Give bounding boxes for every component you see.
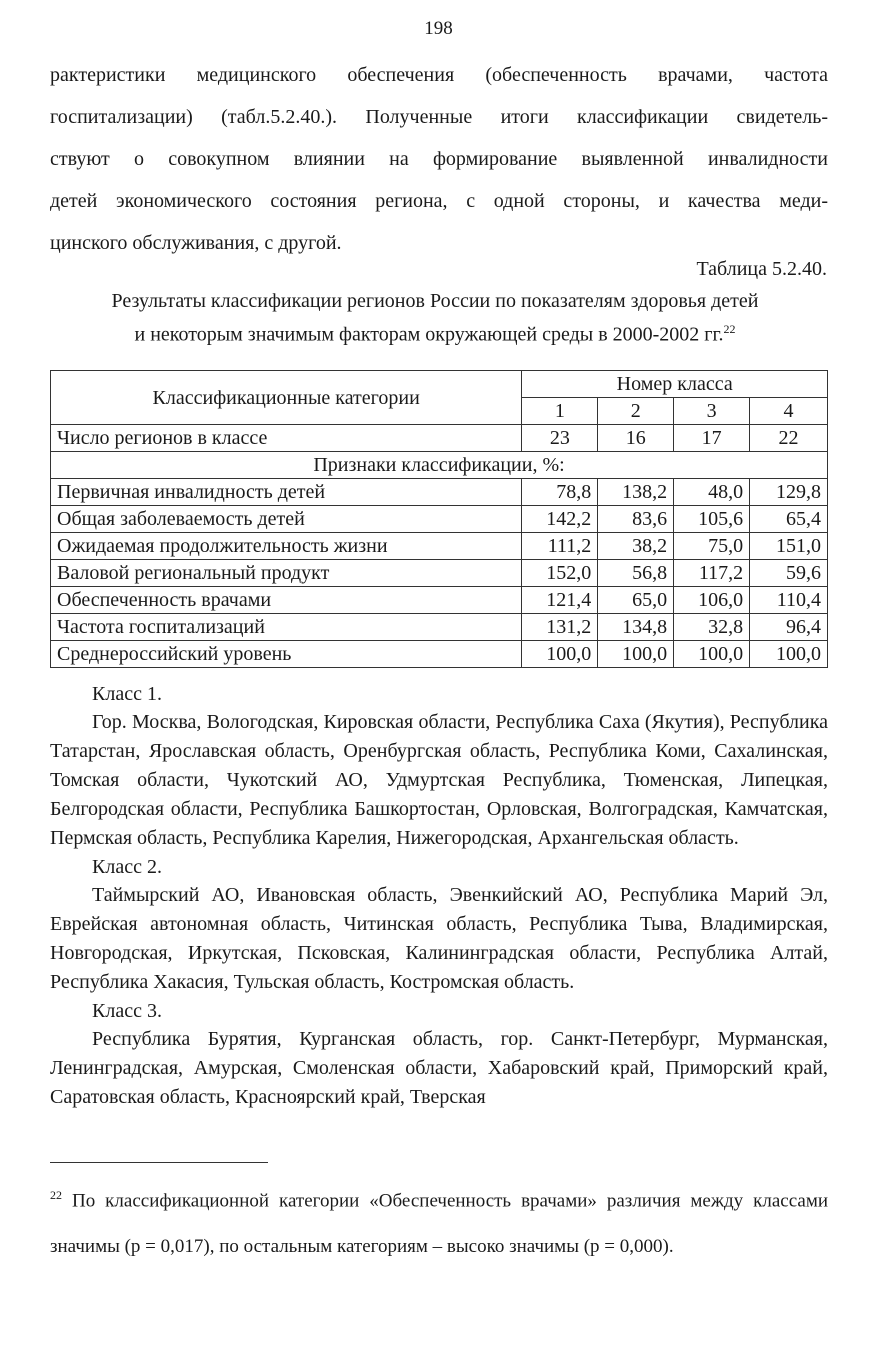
classification-table — [50, 370, 828, 668]
intro-paragraph — [50, 54, 828, 264]
value-cell: 131,2 — [522, 614, 598, 641]
value-cell: 142,2 — [522, 506, 598, 533]
region-count-cell: 23 — [522, 425, 598, 452]
footnote-reference: 22 — [723, 322, 736, 336]
value-cell: 121,4 — [522, 587, 598, 614]
value-cell: 56,8 — [598, 560, 674, 587]
class-block — [50, 680, 828, 853]
table-title-line — [40, 315, 830, 349]
table-title — [40, 287, 830, 349]
intro-line: цинского обслуживания, с другой. — [50, 232, 342, 254]
class-number-cell: 4 — [750, 398, 828, 425]
footnote-text: По классификационной категории «Обеспеченность врачами» различия между классами значимы (p = 0,017), по остальным категориям – высоко значимы (p = 0,000). — [50, 1190, 829, 1258]
class-number-cell: 2 — [598, 398, 674, 425]
table-row — [51, 479, 828, 506]
features-header: Признаки классификации, %: — [51, 452, 828, 479]
table-header-row — [51, 371, 828, 398]
intro-line: детей экономического состояния региона, с одной стороны, и качества меди- — [50, 190, 828, 212]
value-cell: 105,6 — [674, 506, 750, 533]
value-cell: 117,2 — [674, 560, 750, 587]
footnote-divider — [50, 1162, 268, 1163]
table-row — [51, 533, 828, 560]
class-regions: Республика Бурятия, Курганская область, гор. Санкт-Петербург, Мурманская, Ленинградская, Амурская, Смоленская области, Хабаровский край, Приморский край, Саратовская область, Красноярский край, Тверская — [50, 1028, 828, 1108]
table-row — [51, 587, 828, 614]
value-cell: 96,4 — [750, 614, 828, 641]
table-row — [51, 641, 828, 668]
table-title-text: и некоторым значимым факторам окружающей среды в 2000-2002 гг. — [134, 323, 724, 346]
class-heading: Класс 3. — [92, 1000, 162, 1022]
value-cell: 110,4 — [750, 587, 828, 614]
row-label: Частота госпитализаций — [51, 614, 522, 641]
table-row — [51, 506, 828, 533]
region-count-row — [51, 425, 828, 452]
class-number-cell: 1 — [522, 398, 598, 425]
row-label: Валовой региональный продукт — [51, 560, 522, 587]
intro-line: госпитализации) (табл.5.2.40.). Полученные итоги классификации свидетель- — [50, 106, 828, 128]
region-count-cell: 16 — [598, 425, 674, 452]
class-number-header: Номер класса — [522, 371, 828, 398]
page-number: 198 — [424, 18, 453, 39]
value-cell: 32,8 — [674, 614, 750, 641]
intro-line: ствуют о совокупном влиянии на формирование выявленной инвалидности — [50, 148, 828, 170]
table-number: Таблица 5.2.40. — [696, 258, 827, 280]
value-cell: 100,0 — [674, 641, 750, 668]
row-label: Число регионов в классе — [51, 425, 522, 452]
footnote-mark: 22 — [50, 1188, 62, 1202]
class-heading: Класс 2. — [92, 856, 162, 878]
value-cell: 111,2 — [522, 533, 598, 560]
class-lists — [50, 680, 828, 1112]
value-cell: 129,8 — [750, 479, 828, 506]
value-cell: 134,8 — [598, 614, 674, 641]
value-cell: 83,6 — [598, 506, 674, 533]
value-cell: 151,0 — [750, 533, 828, 560]
value-cell: 59,6 — [750, 560, 828, 587]
features-header-row — [51, 452, 828, 479]
value-cell: 65,0 — [598, 587, 674, 614]
row-label: Обеспеченность врачами — [51, 587, 522, 614]
class-regions: Гор. Москва, Вологодская, Кировская области, Республика Саха (Якутия), Республика Татарстан, Ярославская область, Оренбургская область, Республика Коми, Сахалинская, Томская области, Чукотский АО, Удмуртская Республика, Тюменская, Липецкая, Белгородская области, Республика Башкортостан, Орловская, Волгоградская, Камчатская, Пермская область, Республика Карелия, Нижегородская, Архангельская область. — [50, 711, 828, 849]
class-regions: Таймырский АО, Ивановская область, Эвенкийский АО, Республика Марий Эл, Еврейская автономная область, Читинская область, Республика Тыва, Владимирская, Новгородская, Иркутская, Псковская, Калининградская области, Республика Алтай, Республика Хакасия, Тульская область, Костромская область. — [50, 884, 828, 993]
value-cell: 78,8 — [522, 479, 598, 506]
value-cell: 100,0 — [522, 641, 598, 668]
value-cell: 38,2 — [598, 533, 674, 560]
region-count-cell: 22 — [750, 425, 828, 452]
region-count-cell: 17 — [674, 425, 750, 452]
value-cell: 106,0 — [674, 587, 750, 614]
table-row — [51, 614, 828, 641]
category-header: Классификационные категории — [51, 371, 522, 425]
class-number-cell: 3 — [674, 398, 750, 425]
row-label: Общая заболеваемость детей — [51, 506, 522, 533]
row-label: Ожидаемая продолжительность жизни — [51, 533, 522, 560]
class-block — [50, 853, 828, 997]
table-title-line: Результаты классификации регионов России по показателям здоровья детей — [111, 290, 759, 312]
class-block — [50, 997, 828, 1112]
class-heading: Класс 1. — [92, 683, 162, 705]
value-cell: 100,0 — [750, 641, 828, 668]
intro-line: рактеристики медицинского обеспечения (обеспеченность врачами, частота — [50, 64, 828, 86]
row-label: Первичная инвалидность детей — [51, 479, 522, 506]
value-cell: 48,0 — [674, 479, 750, 506]
row-label: Среднероссийский уровень — [51, 641, 522, 668]
table-row — [51, 560, 828, 587]
value-cell: 152,0 — [522, 560, 598, 587]
value-cell: 65,4 — [750, 506, 828, 533]
footnote — [50, 1172, 828, 1270]
value-cell: 100,0 — [598, 641, 674, 668]
value-cell: 138,2 — [598, 479, 674, 506]
value-cell: 75,0 — [674, 533, 750, 560]
